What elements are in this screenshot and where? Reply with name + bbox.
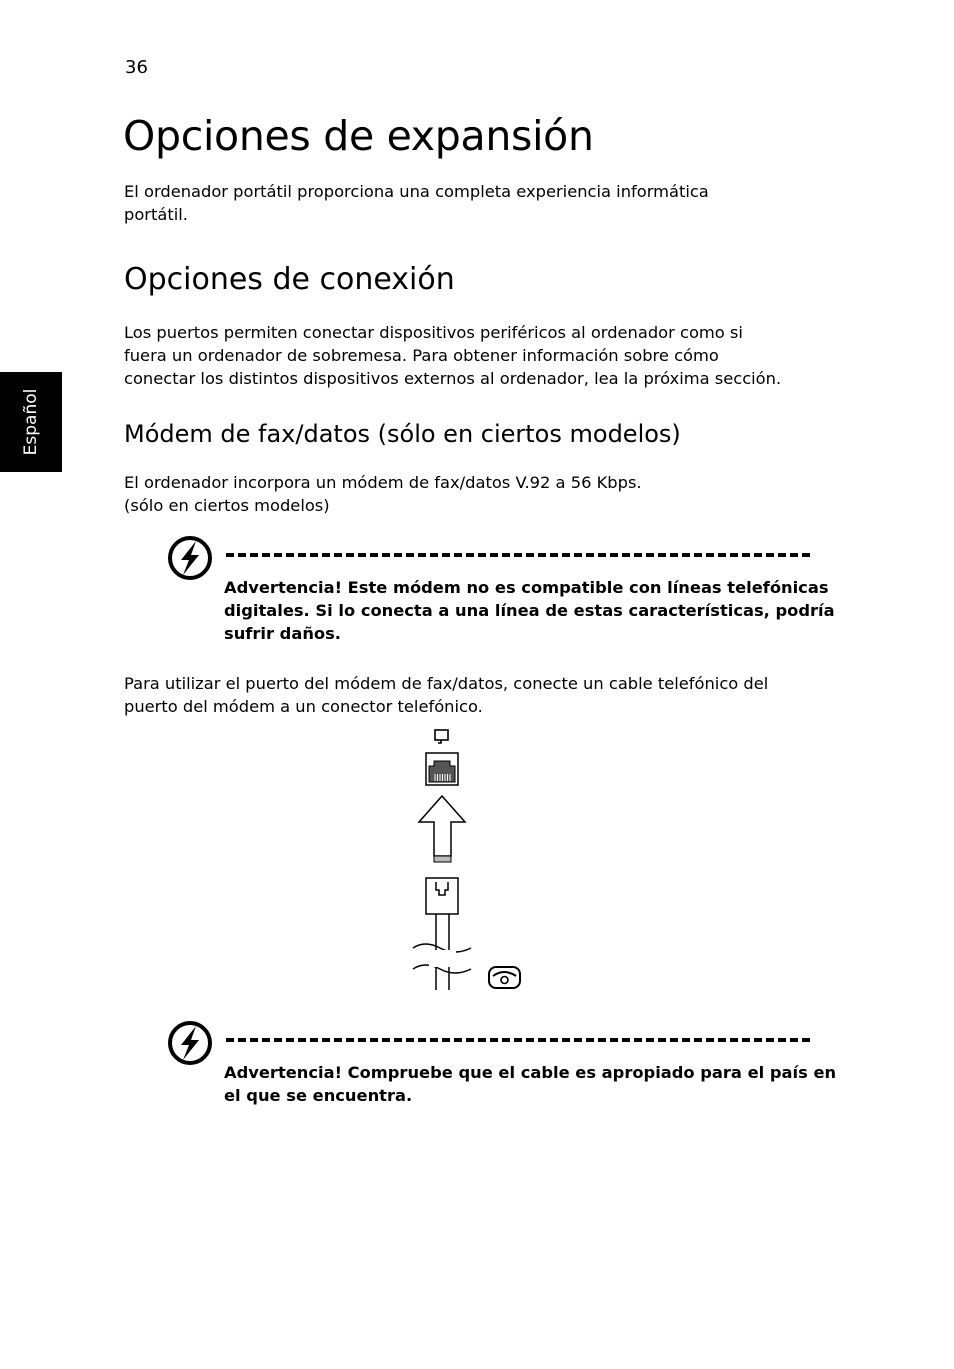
- lightning-warning-icon: [166, 1019, 214, 1067]
- warning-line: el que se encuentra.: [224, 1086, 413, 1105]
- warning-text: [224, 1061, 836, 1107]
- connection-paragraph: [124, 321, 781, 390]
- warning-line: Advertencia! Este módem no es compatible con líneas telefónicas: [224, 578, 829, 597]
- usage-line: puerto del módem a un conector telefónico.: [124, 697, 483, 716]
- warning-line: sufrir daños.: [224, 624, 341, 643]
- warning-divider: [226, 1038, 810, 1042]
- page-number: 36: [125, 57, 148, 78]
- usage-paragraph: [124, 672, 768, 718]
- telephone-icon: [489, 967, 520, 988]
- section-heading-connection: Opciones de conexión: [124, 262, 455, 297]
- rj11-port-icon: [426, 753, 458, 785]
- page-title: Opciones de expansión: [123, 112, 594, 160]
- connection-line: conectar los distintos dispositivos externos al ordenador, lea la próxima sección.: [124, 369, 782, 388]
- connection-line: fuera un ordenador de sobremesa. Para obtener información sobre cómo: [124, 346, 719, 365]
- modem-line: (sólo en ciertos modelos): [124, 496, 330, 515]
- modem-connection-diagram: [405, 724, 535, 1000]
- language-side-tab: [0, 372, 62, 472]
- modem-line: El ordenador incorpora un módem de fax/datos V.92 a 56 Kbps.: [124, 473, 642, 492]
- connection-line: Los puertos permiten conectar dispositivos periféricos al ordenador como si: [124, 323, 743, 342]
- intro-line: portátil.: [124, 205, 188, 224]
- lightning-warning-icon: [166, 534, 214, 582]
- warning-line: Advertencia! Compruebe que el cable es apropiado para el país en: [224, 1063, 837, 1082]
- usage-line: Para utilizar el puerto del módem de fax/datos, conecte un cable telefónico del: [124, 674, 769, 693]
- language-side-tab-label: Español: [21, 388, 41, 456]
- warning-line: digitales. Si lo conecta a una línea de estas características, podría: [224, 601, 835, 620]
- modem-paragraph: [124, 471, 642, 517]
- intro-line: El ordenador portátil proporciona una completa experiencia informática: [124, 182, 709, 201]
- section-heading-modem: Módem de fax/datos (sólo en ciertos modelos): [124, 420, 681, 448]
- warning-divider: [226, 553, 810, 557]
- modem-symbol-icon: [435, 730, 448, 743]
- intro-paragraph: [124, 180, 709, 226]
- warning-text: [224, 576, 835, 645]
- up-arrow-icon: [419, 796, 465, 862]
